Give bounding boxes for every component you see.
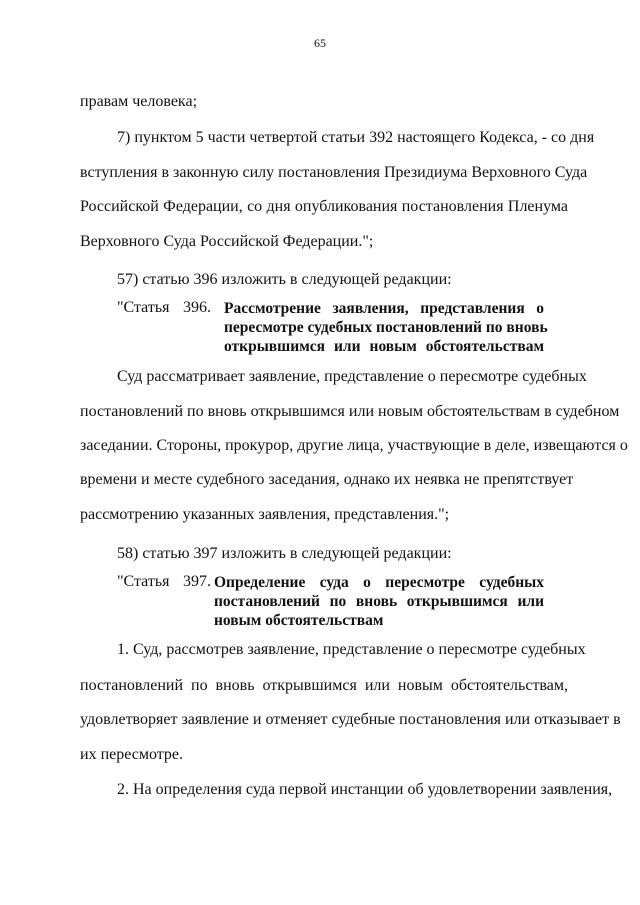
- paragraph-line: их пересмотре.: [80, 746, 184, 763]
- article-label: "Статья 396.: [117, 299, 211, 316]
- article-title: [224, 299, 548, 356]
- article-title-line: открывшимся или новым обстоятельствам: [224, 338, 544, 355]
- article-title-line: Рассмотрение заявления, представления о: [224, 300, 544, 317]
- paragraph-line: удовлетворяет заявление и отменяет судебные постановления или отказывает в: [80, 711, 621, 728]
- article-title-line: постановлений по вновь открывшимся или: [214, 593, 544, 610]
- article-label: "Статья 397.: [117, 573, 211, 590]
- paragraph-line: рассмотрению указанных заявления, представления.";: [80, 506, 450, 523]
- paragraph-line: 57) статью 396 изложить в следующей редакции:: [117, 271, 452, 288]
- paragraph-line: Верховного Суда Российской Федерации.";: [80, 233, 374, 250]
- article-title-line: Определение суда о пересмотре судебных: [214, 574, 544, 591]
- paragraph-line: 1. Суд, рассмотрев заявление, представление о пересмотре судебных: [117, 641, 586, 658]
- paragraph-line: правам человека;: [80, 93, 198, 110]
- paragraph-line: вступления в законную силу постановления Президиума Верховного Суда: [80, 164, 588, 181]
- article-title: [214, 573, 544, 630]
- paragraph-line: Суд рассматривает заявление, представление о пересмотре судебных: [117, 368, 587, 385]
- paragraph-line: постановлений по вновь открывшимся или новым обстоятельствам,: [80, 677, 568, 694]
- page-number: 65: [314, 36, 326, 50]
- paragraph-line: Российской Федерации, со дня опубликования постановления Пленума: [80, 198, 568, 215]
- paragraph-line: постановлений по вновь открывшимся или новым обстоятельствам в судебном: [80, 403, 620, 420]
- paragraph-line: времени и месте судебного заседания, однако их неявка не препятствует: [80, 471, 574, 488]
- article-title-line: пересмотре судебных постановлений по вновь: [224, 319, 548, 336]
- article-title-line: новым обстоятельствам: [214, 612, 384, 629]
- paragraph-line: 2. На определения суда первой инстанции об удовлетворении заявления,: [117, 781, 613, 798]
- paragraph-line: заседании. Стороны, прокурор, другие лица, участвующие в деле, извещаются о: [80, 437, 628, 454]
- paragraph-line: 58) статью 397 изложить в следующей редакции:: [117, 545, 452, 562]
- paragraph-line: 7) пунктом 5 части четвертой статьи 392 настоящего Кодекса, - со дня: [117, 129, 595, 146]
